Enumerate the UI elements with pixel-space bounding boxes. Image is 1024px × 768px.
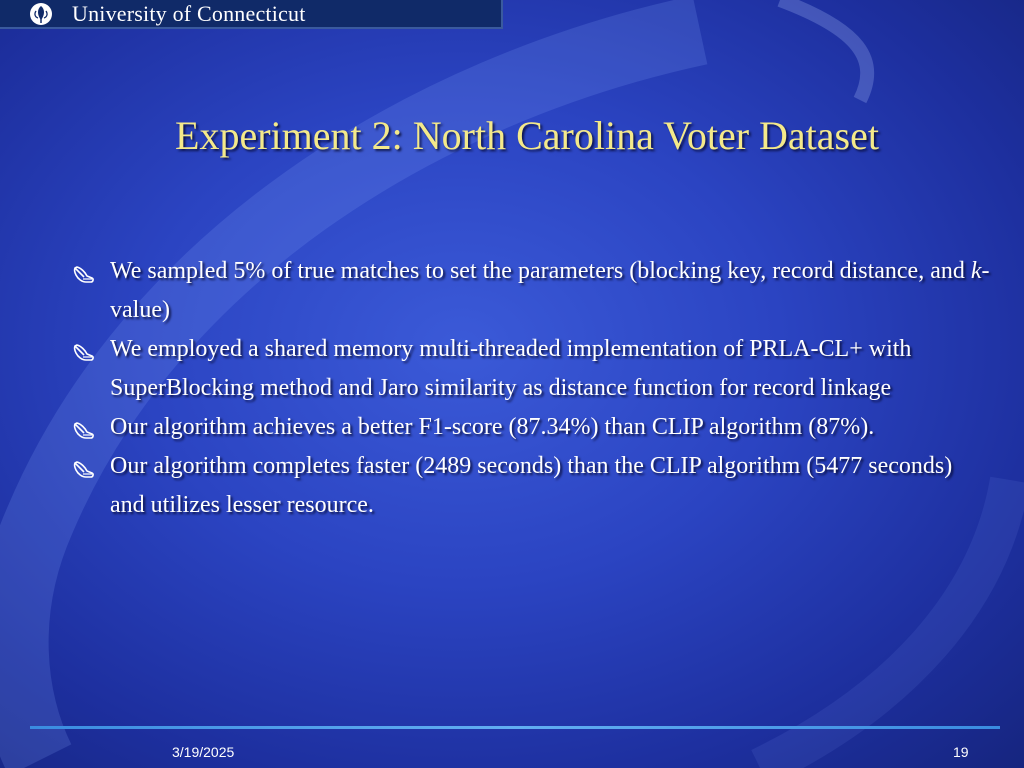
bullet-item: Our algorithm achieves a better F1-score (87.34%) than CLIP algorithm (87%). (72, 408, 992, 447)
footer-date: 3/19/2025 (172, 744, 235, 760)
hand-pointer-icon (72, 261, 96, 283)
bullet-item: Our algorithm completes faster (2489 seconds) than the CLIP algorithm (5477 seconds) and utilizes lesser resource. (72, 447, 992, 525)
bullet-item: We sampled 5% of true matches to set the parameters (blocking key, record distance, and k-value) (72, 252, 992, 330)
bullet-list (72, 252, 992, 525)
slide-title: Experiment 2: North Carolina Voter Dataset (175, 113, 879, 158)
oak-leaf-seal-icon (28, 1, 54, 27)
bullet-item: We employed a shared memory multi-threaded implementation of PRLA-CL+ with SuperBlocking method and Jaro similarity as distance function for record linkage (72, 330, 992, 408)
footer-divider (30, 726, 1000, 729)
university-header (0, 0, 503, 29)
page-number: 19 (953, 744, 969, 760)
hand-pointer-icon (72, 456, 96, 478)
hand-pointer-icon (72, 417, 96, 439)
university-name: University of Connecticut (72, 0, 306, 26)
hand-pointer-icon (72, 339, 96, 361)
